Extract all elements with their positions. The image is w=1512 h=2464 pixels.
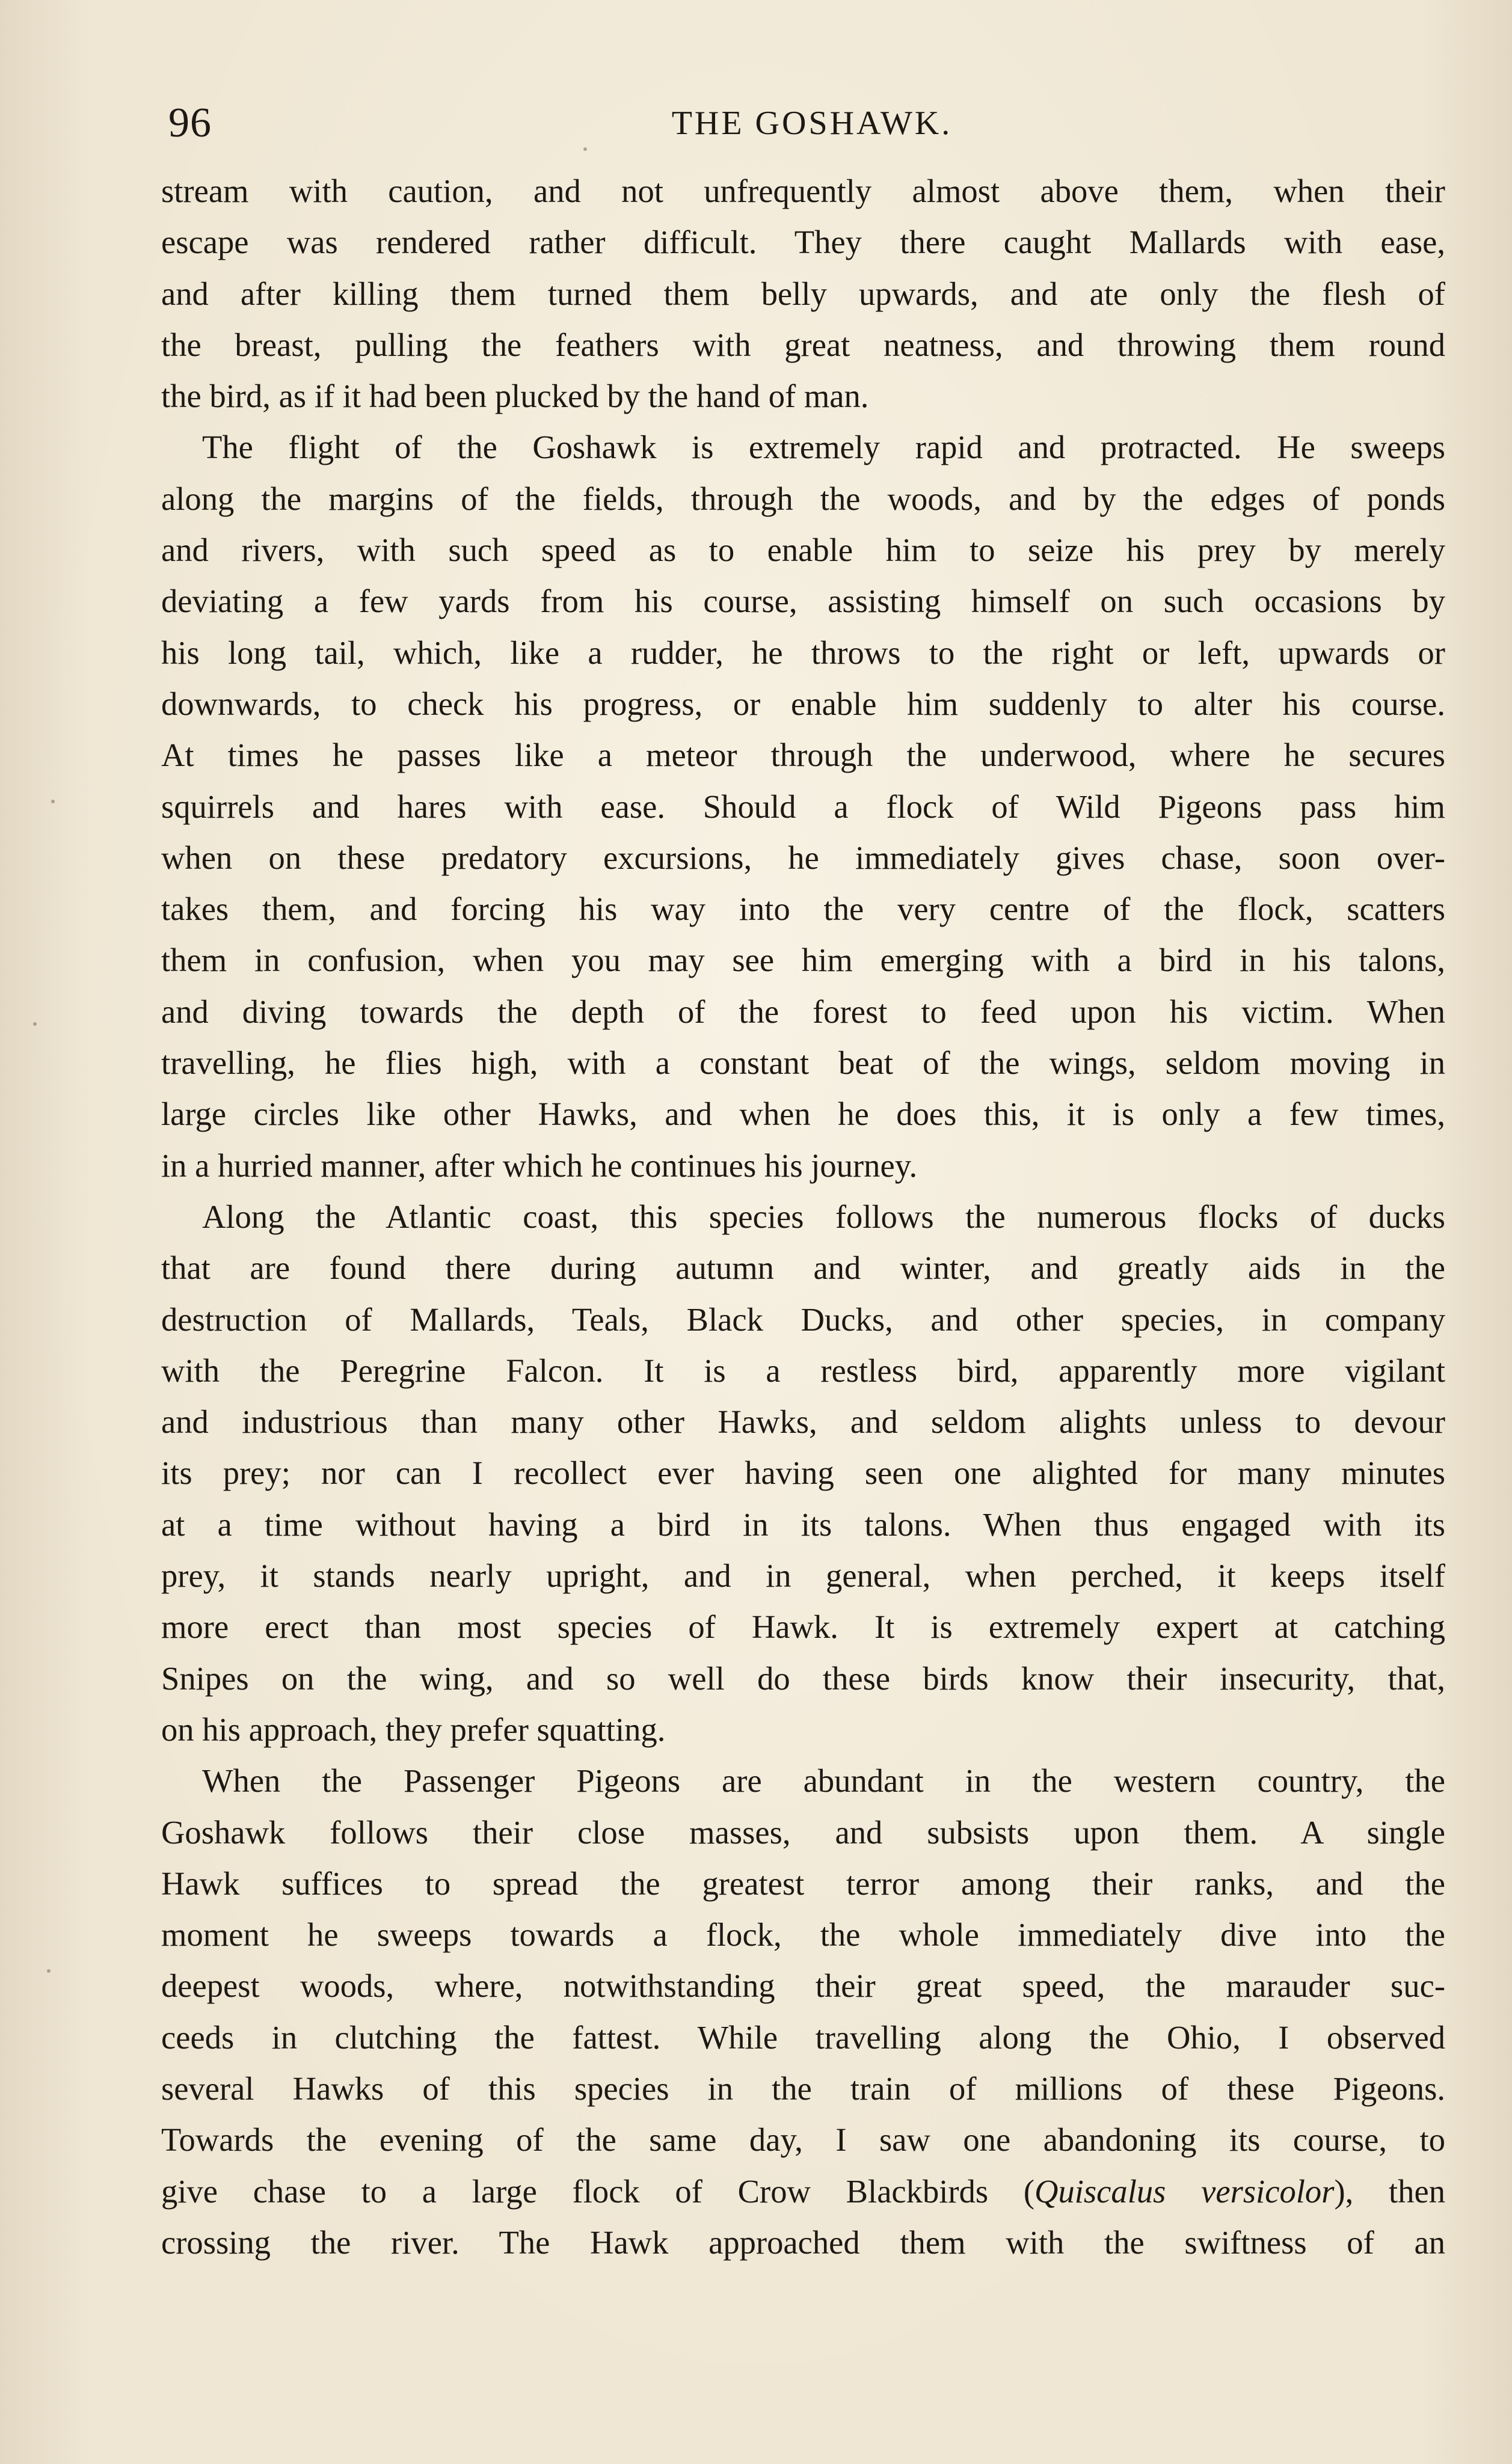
text-line: escape was rendered rather difficult. They there caught Mallards with ease, — [161, 224, 1445, 261]
text-line: and diving towards the depth of the forest to feed upon his victim. When — [161, 993, 1445, 1030]
text-line: and rivers, with such speed as to enable him to seize his prey by merely — [161, 532, 1445, 569]
page-header — [168, 90, 1455, 156]
text-line: at a time without having a bird in its talons. When thus engaged with its — [161, 1506, 1445, 1543]
text-line: Towards the evening of the same day, I saw one abandoning its course, to — [161, 2121, 1445, 2159]
text-line: more erect than most species of Hawk. It is extremely expert at catching — [161, 1608, 1445, 1646]
species-name-italic: Quiscalus versicolor — [1034, 2172, 1335, 2210]
text-line: them in confusion, when you may see him emerging with a bird in his talons, — [161, 942, 1445, 979]
text-line: deviating a few yards from his course, assisting himself on such occasions by — [161, 583, 1445, 620]
paper-speck — [33, 1022, 37, 1026]
text-line: that are found there during autumn and winter, and greatly aids in the — [161, 1249, 1445, 1287]
text-line: its prey; nor can I recollect ever having seen one alighted for many minutes — [161, 1454, 1445, 1492]
text-line: prey, it stands nearly upright, and in general, when perched, it keeps itself — [161, 1557, 1445, 1595]
text-line: crossing the river. The Hawk approached them with the swiftness of an — [161, 2223, 1445, 2261]
paper-speck — [51, 800, 55, 803]
text-line: when on these predatory excursions, he immediately gives chase, soon over- — [161, 839, 1445, 876]
paper-speck — [47, 1969, 51, 1973]
text-segment: give chase to a large flock of Crow Blackbirds ( — [161, 2172, 1035, 2210]
text-line: travelling, he flies high, with a constant beat of the wings, seldom moving in — [161, 1044, 1445, 1082]
text-line: the bird, as if it had been plucked by the hand of man. — [161, 378, 869, 415]
text-line: and after killing them turned them belly upwards, and ate only the flesh of — [161, 275, 1445, 312]
text-line: Hawk suffices to spread the greatest terror among their ranks, and the — [161, 1865, 1445, 1902]
text-line: with the Peregrine Falcon. It is a restless bird, apparently more vigilant — [161, 1352, 1445, 1389]
text-line: his long tail, which, like a rudder, he throws to the right or left, upwards or — [161, 634, 1445, 671]
text-line: moment he sweeps towards a flock, the whole immediately dive into the — [161, 1916, 1445, 1954]
text-line: At times he passes like a meteor through the underwood, where he secures — [161, 737, 1445, 774]
text-line: and industrious than many other Hawks, and seldom alights unless to devour — [161, 1403, 1445, 1441]
text-line: along the margins of the fields, through the woods, and by the edges of ponds — [161, 480, 1445, 517]
text-line — [161, 2166, 1445, 2217]
text-line: Goshawk follows their close masses, and subsists upon them. A single — [161, 1813, 1445, 1851]
text-line: in a hurried manner, after which he continues his journey. — [161, 1147, 918, 1184]
text-line: ceeds in clutching the fattest. While travelling along the Ohio, I observed — [161, 2018, 1445, 2056]
text-line: Snipes on the wing, and so well do these birds know their insecurity, that, — [161, 1660, 1445, 1697]
text-line: takes them, and forcing his way into the very centre of the flock, scatters — [161, 890, 1445, 928]
text-line: downwards, to check his progress, or enable him suddenly to alter his course. — [161, 685, 1445, 722]
page-number: 96 — [168, 100, 212, 146]
text-line: The flight of the Goshawk is extremely rapid and protracted. He sweeps — [202, 429, 1445, 466]
text-line: Along the Atlantic coast, this species follows the numerous flocks of ducks — [202, 1198, 1445, 1235]
text-line: several Hawks of this species in the train of millions of these Pigeons. — [161, 2070, 1445, 2107]
running-title: THE GOSHAWK. — [671, 105, 953, 142]
text-line: stream with caution, and not unfrequently almost above them, when their — [161, 173, 1445, 209]
text-line: the breast, pulling the feathers with great neatness, and throwing them round — [161, 326, 1445, 363]
text-line: When the Passenger Pigeons are abundant in the western country, the — [202, 1762, 1445, 1800]
text-line: on his approach, they prefer squatting. — [161, 1711, 666, 1748]
text-line: deepest woods, where, notwithstanding their great speed, the marauder suc- — [161, 1967, 1445, 2005]
text-segment: ), then — [1334, 2172, 1445, 2210]
text-line: destruction of Mallards, Teals, Black Ducks, and other species, in company — [161, 1301, 1445, 1338]
paper-speck — [583, 147, 587, 151]
text-line: squirrels and hares with ease. Should a flock of Wild Pigeons pass him — [161, 788, 1445, 825]
text-line: large circles like other Hawks, and when he does this, it is only a few times, — [161, 1096, 1445, 1133]
body-text — [161, 165, 1445, 2268]
